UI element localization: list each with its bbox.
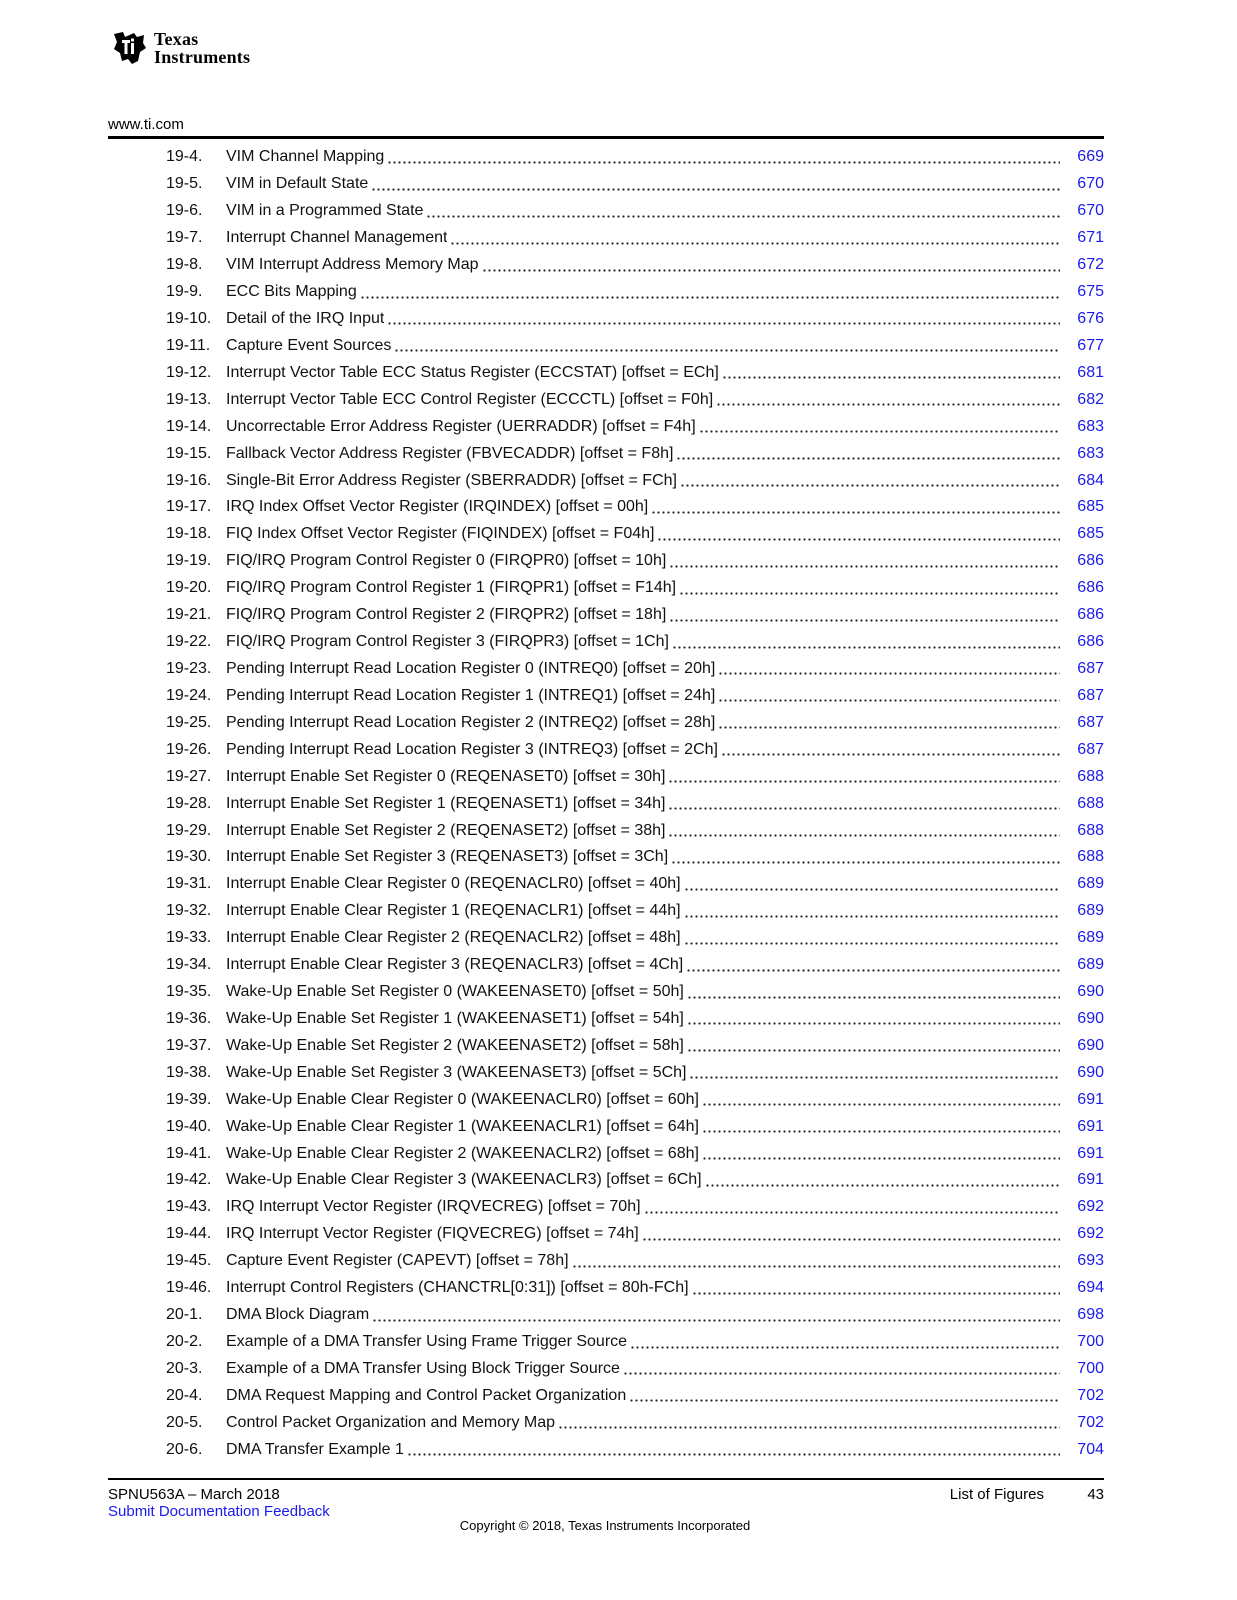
toc-entry-page-link[interactable]: 702 xyxy=(1077,1386,1104,1404)
toc-entry-page-link[interactable]: 681 xyxy=(1077,363,1104,381)
toc-entry-page-link[interactable]: 691 xyxy=(1077,1144,1104,1162)
toc-entry-title[interactable]: Wake-Up Enable Clear Register 1 (WAKEENACLR1) [offset = 64h] xyxy=(226,1117,699,1135)
toc-entry-title[interactable]: Interrupt Enable Set Register 0 (REQENASET0) [offset = 30h] xyxy=(226,767,666,785)
toc-entry[interactable] xyxy=(166,386,1104,413)
toc-dot-leader xyxy=(629,1393,1060,1409)
toc-entry-number: 19-4. xyxy=(166,148,203,166)
toc-entry-number: 19-6. xyxy=(166,202,203,220)
toc-entry-title[interactable]: IRQ Index Offset Vector Register (IRQINDEX) [offset = 00h] xyxy=(226,498,649,516)
logo-text-line1: Texas xyxy=(154,29,199,49)
toc-entry-page-link[interactable]: 689 xyxy=(1077,956,1104,974)
toc-entry[interactable] xyxy=(166,440,1104,467)
toc-entry[interactable] xyxy=(166,1006,1104,1033)
toc-entry-title[interactable]: DMA Transfer Example 1 xyxy=(226,1440,404,1458)
toc-entry-page-link[interactable]: 690 xyxy=(1077,1036,1104,1054)
toc-entry-page-link[interactable]: 693 xyxy=(1077,1252,1104,1270)
toc-entry-page-link[interactable]: 687 xyxy=(1077,686,1104,704)
toc-list xyxy=(166,144,1104,1463)
toc-entry-page-link[interactable]: 686 xyxy=(1077,552,1104,570)
toc-entry-number: 19-24. xyxy=(166,686,212,704)
toc-entry[interactable] xyxy=(166,602,1104,629)
toc-entry-page-link[interactable]: 688 xyxy=(1077,821,1104,839)
toc-entry-number: 19-46. xyxy=(166,1279,212,1297)
toc-entry-title[interactable]: Interrupt Enable Clear Register 2 (REQENACLR2) [offset = 48h] xyxy=(226,929,681,947)
section-title: List of Figures xyxy=(949,1486,1044,1503)
toc-dot-leader xyxy=(360,289,1060,305)
toc-entry-title[interactable]: Pending Interrupt Read Location Register 3 (INTREQ3) [offset = 2Ch] xyxy=(226,740,718,758)
toc-entry-title[interactable]: FIQ/IRQ Program Control Register 0 (FIRQPR0) [offset = 10h] xyxy=(226,552,667,570)
toc-dot-leader xyxy=(672,639,1060,655)
toc-entry-page-link[interactable]: 687 xyxy=(1077,659,1104,677)
toc-entry[interactable] xyxy=(166,1275,1104,1302)
toc-dot-leader xyxy=(372,1312,1060,1328)
toc-dot-leader xyxy=(668,774,1060,790)
toc-dot-leader xyxy=(721,747,1060,763)
toc-entry-title[interactable]: Interrupt Enable Set Register 2 (REQENASET2) [offset = 38h] xyxy=(226,821,666,839)
toc-dot-leader xyxy=(705,1177,1060,1193)
toc-entry-number: 19-37. xyxy=(166,1036,212,1054)
toc-dot-leader xyxy=(657,531,1060,547)
toc-entry[interactable] xyxy=(166,709,1104,736)
toc-entry-title[interactable]: FIQ/IRQ Program Control Register 2 (FIRQPR2) [offset = 18h] xyxy=(226,606,667,624)
toc-dot-leader xyxy=(450,235,1060,251)
toc-entry-title[interactable]: Pending Interrupt Read Location Register 2 (INTREQ2) [offset = 28h] xyxy=(226,713,716,731)
toc-entry-number: 19-25. xyxy=(166,713,212,731)
toc-entry-number: 19-15. xyxy=(166,444,212,462)
toc-entry-number: 19-30. xyxy=(166,848,212,866)
toc-entry-page-link[interactable]: 690 xyxy=(1077,983,1104,1001)
toc-entry[interactable] xyxy=(166,1329,1104,1356)
toc-entry-number: 19-12. xyxy=(166,363,212,381)
toc-entry-number: 19-23. xyxy=(166,659,212,677)
toc-entry-title[interactable]: DMA Request Mapping and Control Packet Organization xyxy=(226,1386,627,1404)
toc-entry-number: 19-21. xyxy=(166,606,212,624)
toc-entry[interactable] xyxy=(166,359,1104,386)
toc-entry-title[interactable]: Wake-Up Enable Set Register 2 (WAKEENASET2) [offset = 58h] xyxy=(226,1036,684,1054)
toc-entry-page-link[interactable]: 685 xyxy=(1077,525,1104,543)
toc-entry-title[interactable]: Capture Event Sources xyxy=(226,336,392,354)
toc-entry-page-link[interactable]: 670 xyxy=(1077,202,1104,220)
toc-entry[interactable] xyxy=(166,279,1104,306)
toc-entry-title[interactable]: Control Packet Organization and Memory Map xyxy=(226,1413,556,1431)
copyright: Copyright © 2018, Texas Instruments Incorporated xyxy=(459,1518,751,1533)
toc-entry[interactable] xyxy=(166,198,1104,225)
toc-entry-number: 19-18. xyxy=(166,525,212,543)
toc-entry[interactable] xyxy=(166,1113,1104,1140)
toc-entry[interactable] xyxy=(166,1167,1104,1194)
toc-entry[interactable] xyxy=(166,1221,1104,1248)
ti-logo-icon xyxy=(110,28,150,68)
toc-entry-number: 19-13. xyxy=(166,390,212,408)
toc-entry-number: 19-7. xyxy=(166,229,203,247)
toc-entry-number: 19-35. xyxy=(166,983,212,1001)
toc-entry-title[interactable]: Interrupt Enable Set Register 1 (REQENASET1) [offset = 34h] xyxy=(226,794,666,812)
footer-rule xyxy=(108,1478,1104,1480)
toc-entry-page-link[interactable]: 702 xyxy=(1077,1413,1104,1431)
toc-entry-title[interactable]: Wake-Up Enable Set Register 1 (WAKEENASET1) [offset = 54h] xyxy=(226,1009,684,1027)
toc-dot-leader xyxy=(718,666,1060,682)
toc-dot-leader xyxy=(642,1231,1060,1247)
toc-entry-page-link[interactable]: 700 xyxy=(1077,1333,1104,1351)
toc-entry[interactable] xyxy=(166,925,1104,952)
toc-entry-title[interactable]: VIM in a Programmed State xyxy=(226,202,424,220)
toc-dot-leader xyxy=(716,397,1060,413)
toc-dot-leader xyxy=(722,370,1060,386)
toc-entry-title[interactable]: Interrupt Control Registers (CHANCTRL[0:31]) [offset = 80h-FCh] xyxy=(226,1279,689,1297)
toc-entry-page-link[interactable]: 686 xyxy=(1077,633,1104,651)
toc-entry-title[interactable]: Example of a DMA Transfer Using Block Trigger Source xyxy=(226,1359,620,1377)
toc-entry-number: 19-29. xyxy=(166,821,212,839)
toc-entry-page-link[interactable]: 694 xyxy=(1077,1279,1104,1297)
toc-entry-number: 19-10. xyxy=(166,309,212,327)
toc-entry-title[interactable]: Wake-Up Enable Set Register 3 (WAKEENASET3) [offset = 5Ch] xyxy=(226,1063,687,1081)
header-rule xyxy=(108,136,1104,139)
toc-entry-page-link[interactable]: 689 xyxy=(1077,929,1104,947)
toc-entry-page-link[interactable]: 688 xyxy=(1077,848,1104,866)
toc-entry[interactable] xyxy=(166,790,1104,817)
toc-entry[interactable] xyxy=(166,521,1104,548)
toc-entry-page-link[interactable]: 687 xyxy=(1077,740,1104,758)
toc-entry-page-link[interactable]: 682 xyxy=(1077,390,1104,408)
toc-entry-number: 19-28. xyxy=(166,794,212,812)
toc-dot-leader xyxy=(676,451,1060,467)
toc-entry-title[interactable]: Interrupt Channel Management xyxy=(226,229,448,247)
toc-entry[interactable] xyxy=(166,1355,1104,1382)
toc-dot-leader xyxy=(684,881,1060,897)
toc-entry-number: 19-38. xyxy=(166,1063,212,1081)
toc-entry-number: 19-19. xyxy=(166,552,212,570)
toc-entry[interactable] xyxy=(166,952,1104,979)
toc-entry-page-link[interactable]: 669 xyxy=(1077,148,1104,166)
toc-entry-number: 19-45. xyxy=(166,1252,212,1270)
toc-entry[interactable] xyxy=(166,171,1104,198)
ti-logo xyxy=(110,26,250,70)
toc-entry-number: 19-22. xyxy=(166,633,212,651)
toc-entry[interactable] xyxy=(166,332,1104,359)
toc-dot-leader xyxy=(623,1366,1060,1382)
toc-dot-leader xyxy=(371,181,1060,197)
toc-dot-leader xyxy=(671,854,1060,870)
toc-entry-page-link[interactable]: 688 xyxy=(1077,767,1104,785)
toc-entry-title[interactable]: VIM Channel Mapping xyxy=(226,148,385,166)
toc-entry-title[interactable]: FIQ/IRQ Program Control Register 1 (FIRQPR1) [offset = F14h] xyxy=(226,579,677,597)
toc-dot-leader xyxy=(387,316,1060,332)
toc-entry-number: 19-41. xyxy=(166,1144,212,1162)
toc-entry-number: 19-32. xyxy=(166,902,212,920)
toc-dot-leader xyxy=(680,478,1060,494)
toc-entry-number: 19-20. xyxy=(166,579,212,597)
toc-entry[interactable] xyxy=(166,1059,1104,1086)
toc-entry-number: 19-16. xyxy=(166,471,212,489)
toc-entry-number: 19-36. xyxy=(166,1009,212,1027)
toc-entry-title[interactable]: VIM Interrupt Address Memory Map xyxy=(226,256,479,274)
toc-entry-title[interactable]: Pending Interrupt Read Location Register 0 (INTREQ0) [offset = 20h] xyxy=(226,659,716,677)
toc-entry-page-link[interactable]: 676 xyxy=(1077,309,1104,327)
toc-entry-number: 20-3. xyxy=(166,1359,203,1377)
toc-entry-title[interactable]: Detail of the IRQ Input xyxy=(226,309,385,327)
toc-entry-page-link[interactable]: 691 xyxy=(1077,1117,1104,1135)
toc-dot-leader xyxy=(702,1097,1060,1113)
toc-entry[interactable] xyxy=(166,736,1104,763)
toc-entry-number: 19-8. xyxy=(166,256,203,274)
toc-dot-leader xyxy=(668,828,1060,844)
toc-entry[interactable] xyxy=(166,467,1104,494)
toc-entry-number: 20-6. xyxy=(166,1440,203,1458)
toc-entry[interactable] xyxy=(166,144,1104,171)
toc-entry-title[interactable]: DMA Block Diagram xyxy=(226,1306,370,1324)
toc-dot-leader xyxy=(407,1447,1060,1463)
toc-entry-title[interactable]: FIQ/IRQ Program Control Register 3 (FIRQPR3) [offset = 1Ch] xyxy=(226,633,669,651)
toc-entry-title[interactable]: IRQ Interrupt Vector Register (IRQVECREG) [offset = 70h] xyxy=(226,1198,641,1216)
toc-entry-title[interactable]: Interrupt Vector Table ECC Status Register (ECCSTAT) [offset = ECh] xyxy=(226,363,719,381)
toc-dot-leader xyxy=(689,1070,1060,1086)
toc-entry-page-link[interactable]: 688 xyxy=(1077,794,1104,812)
toc-entry-title[interactable]: VIM in Default State xyxy=(226,175,369,193)
toc-dot-leader xyxy=(426,208,1060,224)
toc-entry-title[interactable]: Wake-Up Enable Clear Register 2 (WAKEENACLR2) [offset = 68h] xyxy=(226,1144,699,1162)
toc-entry-page-link[interactable]: 692 xyxy=(1077,1198,1104,1216)
toc-entry-page-link[interactable]: 685 xyxy=(1077,498,1104,516)
toc-entry-number: 19-44. xyxy=(166,1225,212,1243)
toc-dot-leader xyxy=(394,343,1060,359)
toc-entry-number: 20-2. xyxy=(166,1333,203,1351)
toc-entry-page-link[interactable]: 686 xyxy=(1077,579,1104,597)
toc-dot-leader xyxy=(702,1151,1060,1167)
toc-entry-page-link[interactable]: 690 xyxy=(1077,1009,1104,1027)
toc-entry-number: 19-42. xyxy=(166,1171,212,1189)
toc-dot-leader xyxy=(572,1258,1060,1274)
toc-entry-page-link[interactable]: 686 xyxy=(1077,606,1104,624)
toc-entry[interactable] xyxy=(166,1086,1104,1113)
toc-entry[interactable] xyxy=(166,548,1104,575)
toc-entry-title[interactable]: Interrupt Enable Clear Register 1 (REQENACLR1) [offset = 44h] xyxy=(226,902,681,920)
toc-entry-number: 19-17. xyxy=(166,498,212,516)
page-number: 43 xyxy=(1087,1486,1104,1503)
toc-entry[interactable] xyxy=(166,575,1104,602)
toc-entry[interactable] xyxy=(166,1194,1104,1221)
toc-entry[interactable] xyxy=(166,656,1104,683)
toc-dot-leader xyxy=(684,935,1060,951)
toc-entry-number: 19-33. xyxy=(166,929,212,947)
toc-entry[interactable] xyxy=(166,252,1104,279)
toc-entry-title[interactable]: Single-Bit Error Address Register (SBERRADDR) [offset = FCh] xyxy=(226,471,677,489)
toc-entry-number: 19-40. xyxy=(166,1117,212,1135)
toc-entry-number: 19-5. xyxy=(166,175,203,193)
toc-dot-leader xyxy=(699,424,1060,440)
toc-entry-title[interactable]: Interrupt Enable Clear Register 0 (REQENACLR0) [offset = 40h] xyxy=(226,875,681,893)
toc-entry[interactable] xyxy=(166,1032,1104,1059)
toc-entry-page-link[interactable]: 692 xyxy=(1077,1225,1104,1243)
toc-entry-number: 19-34. xyxy=(166,956,212,974)
toc-entry[interactable] xyxy=(166,1409,1104,1436)
toc-entry-page-link[interactable]: 691 xyxy=(1077,1171,1104,1189)
toc-entry[interactable] xyxy=(166,1436,1104,1463)
feedback-link[interactable]: Submit Documentation Feedback xyxy=(108,1503,330,1520)
toc-entry-title[interactable]: Wake-Up Enable Clear Register 3 (WAKEENACLR3) [offset = 6Ch] xyxy=(226,1171,702,1189)
toc-entry-number: 20-4. xyxy=(166,1386,203,1404)
toc-entry[interactable] xyxy=(166,898,1104,925)
toc-entry-page-link[interactable]: 672 xyxy=(1077,256,1104,274)
toc-entry[interactable] xyxy=(166,871,1104,898)
toc-entry-page-link[interactable]: 684 xyxy=(1077,471,1104,489)
toc-entry[interactable] xyxy=(166,979,1104,1006)
toc-entry[interactable] xyxy=(166,1302,1104,1329)
toc-entry[interactable] xyxy=(166,1140,1104,1167)
toc-dot-leader xyxy=(684,908,1060,924)
toc-dot-leader xyxy=(644,1204,1060,1220)
toc-entry-page-link[interactable]: 677 xyxy=(1077,336,1104,354)
toc-entry-page-link[interactable]: 687 xyxy=(1077,713,1104,731)
toc-dot-leader xyxy=(679,585,1060,601)
toc-entry-page-link[interactable]: 700 xyxy=(1077,1359,1104,1377)
toc-entry-number: 19-43. xyxy=(166,1198,212,1216)
toc-dot-leader xyxy=(692,1285,1060,1301)
toc-entry-title[interactable]: Fallback Vector Address Register (FBVECADDR) [offset = F8h] xyxy=(226,444,674,462)
toc-entry-number: 19-14. xyxy=(166,417,212,435)
toc-entry[interactable] xyxy=(166,225,1104,252)
toc-dot-leader xyxy=(687,989,1060,1005)
toc-entry-page-link[interactable]: 683 xyxy=(1077,444,1104,462)
toc-dot-leader xyxy=(687,1043,1060,1059)
toc-entry-page-link[interactable]: 675 xyxy=(1077,283,1104,301)
toc-dot-leader xyxy=(668,801,1060,817)
toc-entry-page-link[interactable]: 704 xyxy=(1077,1440,1104,1458)
toc-entry[interactable] xyxy=(166,682,1104,709)
toc-entry-title[interactable]: FIQ Index Offset Vector Register (FIQINDEX) [offset = F04h] xyxy=(226,525,655,543)
toc-entry-number: 19-26. xyxy=(166,740,212,758)
toc-dot-leader xyxy=(718,693,1060,709)
toc-entry-title[interactable]: Example of a DMA Transfer Using Frame Trigger Source xyxy=(226,1333,628,1351)
toc-dot-leader xyxy=(630,1339,1060,1355)
toc-entry-number: 19-11. xyxy=(166,336,211,354)
toc-entry-title[interactable]: Wake-Up Enable Set Register 0 (WAKEENASET0) [offset = 50h] xyxy=(226,983,684,1001)
toc-entry-page-link[interactable]: 689 xyxy=(1077,902,1104,920)
toc-dot-leader xyxy=(669,612,1060,628)
toc-entry-title[interactable]: Interrupt Enable Clear Register 3 (REQENACLR3) [offset = 4Ch] xyxy=(226,956,684,974)
toc-entry-title[interactable]: Capture Event Register (CAPEVT) [offset = 78h] xyxy=(226,1252,569,1270)
toc-entry-page-link[interactable]: 683 xyxy=(1077,417,1104,435)
toc-entry-number: 20-1. xyxy=(166,1306,203,1324)
toc-entry-title[interactable]: Interrupt Enable Set Register 3 (REQENASET3) [offset = 3Ch] xyxy=(226,848,669,866)
toc-entry-number: 19-27. xyxy=(166,767,212,785)
toc-entry-title[interactable]: Interrupt Vector Table ECC Control Register (ECCCTL) [offset = F0h] xyxy=(226,390,714,408)
toc-dot-leader xyxy=(718,720,1060,736)
toc-entry-page-link[interactable]: 698 xyxy=(1077,1306,1104,1324)
toc-entry-title[interactable]: Wake-Up Enable Clear Register 0 (WAKEENACLR0) [offset = 60h] xyxy=(226,1090,699,1108)
toc-dot-leader xyxy=(702,1124,1060,1140)
toc-entry-number: 19-31. xyxy=(166,875,212,893)
toc-dot-leader xyxy=(687,1016,1060,1032)
toc-entry-number: 19-9. xyxy=(166,283,203,301)
toc-entry[interactable] xyxy=(166,1382,1104,1409)
document-id: SPNU563A – March 2018 xyxy=(108,1486,280,1503)
toc-entry-number: 20-5. xyxy=(166,1413,203,1431)
toc-entry[interactable] xyxy=(166,629,1104,656)
toc-entry-title[interactable]: IRQ Interrupt Vector Register (FIQVECREG) [offset = 74h] xyxy=(226,1225,639,1243)
toc-dot-leader xyxy=(651,504,1060,520)
logo-text-line2: Instruments xyxy=(154,47,251,67)
toc-dot-leader xyxy=(558,1420,1060,1436)
toc-entry[interactable] xyxy=(166,1248,1104,1275)
toc-entry[interactable] xyxy=(166,817,1104,844)
toc-entry[interactable] xyxy=(166,494,1104,521)
toc-entry-page-link[interactable]: 689 xyxy=(1077,875,1104,893)
toc-entry-page-link[interactable]: 691 xyxy=(1077,1090,1104,1108)
toc-dot-leader xyxy=(482,262,1060,278)
toc-entry-page-link[interactable]: 690 xyxy=(1077,1063,1104,1081)
toc-entry[interactable] xyxy=(166,306,1104,333)
toc-entry-page-link[interactable]: 671 xyxy=(1077,229,1104,247)
toc-entry[interactable] xyxy=(166,763,1104,790)
toc-entry-number: 19-39. xyxy=(166,1090,212,1108)
toc-entry-page-link[interactable]: 670 xyxy=(1077,175,1104,193)
toc-dot-leader xyxy=(387,154,1060,170)
toc-entry[interactable] xyxy=(166,413,1104,440)
toc-dot-leader xyxy=(669,558,1060,574)
toc-dot-leader xyxy=(686,962,1060,978)
toc-entry-title[interactable]: Pending Interrupt Read Location Register 1 (INTREQ1) [offset = 24h] xyxy=(226,686,716,704)
toc-entry-title[interactable]: Uncorrectable Error Address Register (UERRADDR) [offset = F4h] xyxy=(226,417,696,435)
toc-entry-title[interactable]: ECC Bits Mapping xyxy=(226,283,357,301)
toc-entry[interactable] xyxy=(166,844,1104,871)
site-url[interactable]: www.ti.com xyxy=(108,116,184,133)
